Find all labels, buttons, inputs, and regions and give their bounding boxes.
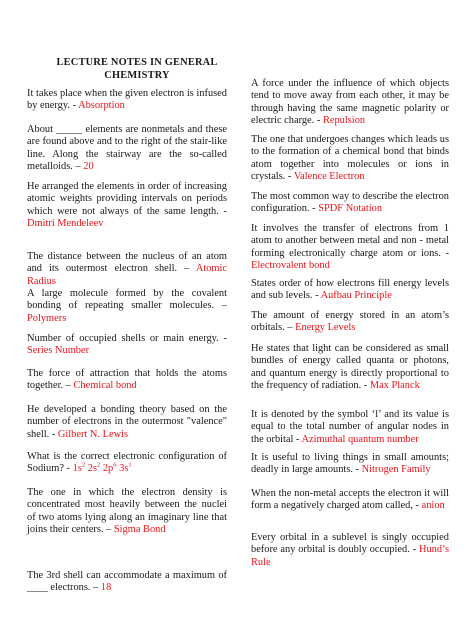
- note-entry: [251, 134, 449, 184]
- entry-question: When the non-metal accepts the electron it will form a negatively charged atom called, -: [251, 488, 449, 512]
- entry-question: The 3rd shell can accommodate a maximum of ____ electrons. –: [27, 570, 227, 594]
- entry-question: The force of attraction that holds the atoms together. –: [27, 368, 227, 392]
- entry-answer: Series Number: [27, 345, 90, 357]
- electron-configuration-answer: $1s^2$ $2s^2$ $2p^6$ $3s^1$: [72, 461, 132, 475]
- entry-question: The one in which the electron density is concentrated most heavily between the nuclei of two atoms lying along an imaginary line that joins their centers. –: [27, 487, 227, 536]
- entry-answer: Chemical bond: [73, 380, 137, 392]
- entry-answer: Valence Electron: [293, 171, 365, 183]
- entry-answer: Electrovalent bond: [251, 260, 330, 272]
- note-entry: [251, 78, 449, 128]
- entry-question: It is useful to living things in small amounts; deadly in large amounts. -: [251, 452, 449, 476]
- entry-question: He developed a bonding theory based on the number of electrons in the outermost "valence" shell. -: [27, 404, 227, 440]
- note-entry: [27, 368, 227, 393]
- entry-question: The distance between the nucleus of an atom and its outermost electron shell. –: [27, 251, 227, 275]
- entry-answer: Sigma Bond: [113, 524, 166, 536]
- entry-answer: 18: [100, 582, 112, 594]
- note-entry: [27, 181, 227, 231]
- entry-answer: Hund’s Rule: [251, 544, 449, 568]
- note-entry: [27, 124, 227, 174]
- note-entry: [251, 343, 449, 393]
- entry-question: It takes place when the given electron is infused by energy. -: [27, 88, 227, 112]
- entry-question: A large molecule formed by the covalent bonding of repeating smaller molecules. –: [27, 288, 227, 312]
- entry-answer: Energy Levels: [295, 322, 356, 334]
- note-entry: [27, 251, 227, 288]
- entry-question: It involves the transfer of electrons from 1 atom to another between metal and non - metal forming electronically charge atom or ions. -: [251, 223, 449, 259]
- note-entry: [251, 223, 449, 273]
- note-entry: [27, 570, 227, 595]
- note-entry: [27, 451, 227, 476]
- entry-question: It is denoted by the symbol ‘l’ and its value is equal to the total number of angular nodes in the orbital -: [251, 409, 449, 445]
- entry-answer: Dmitri Mendeleev: [27, 218, 104, 230]
- entry-question: The amount of energy stored in an atom’s orbitals. –: [251, 310, 449, 334]
- note-entry: [27, 88, 227, 113]
- note-entry: [251, 409, 449, 446]
- entry-answer: 20: [83, 161, 94, 173]
- note-entry: [251, 310, 449, 335]
- entry-question: He states that light can be considered as small bundles of energy called quanta or photons, and quantum energy is directly proportional to the frequency of radiation. -: [251, 343, 449, 392]
- entry-answer: Max Planck: [369, 380, 420, 392]
- note-entry: [27, 487, 227, 537]
- entry-answer: Aufbau Principle: [320, 290, 392, 302]
- entry-answer: SPDF Notation: [318, 203, 383, 215]
- note-entry: [27, 333, 227, 358]
- page-title: LECTURE NOTES IN GENERAL CHEMISTRY: [56, 57, 218, 81]
- entry-answer: Nitrogen Family: [361, 464, 431, 476]
- note-entry: [251, 191, 449, 216]
- entry-question: Number of occupied shells or main energy. -: [27, 333, 227, 344]
- entry-answer: anion: [421, 500, 445, 512]
- entry-answer: Polymers: [27, 312, 67, 324]
- note-entry: [27, 404, 227, 441]
- entry-question: The most common way to describe the electron configuration. -: [251, 191, 449, 215]
- entry-question: States order of how electrons fill energy levels and sub levels. -: [251, 278, 449, 302]
- note-entry: [251, 278, 449, 303]
- entry-question: What is the correct electronic configuration of Sodium? -: [27, 451, 227, 475]
- entry-question: The one that undergoes changes which leads us to the formation of a chemical bond that binds atom together into molecules or ions in crystals. -: [251, 134, 449, 183]
- note-entry: [27, 288, 227, 325]
- entry-answer: Azimuthal quantum number: [301, 433, 419, 445]
- entry-question: Every orbital in a sublevel is singly occupied before any orbital is doubly occupied. -: [251, 532, 449, 556]
- note-entry: [251, 488, 449, 513]
- note-entry: [251, 452, 449, 477]
- entry-question: He arranged the elements in order of increasing atomic weights providing intervals on periods which were not always of the same length. -: [27, 181, 227, 217]
- entry-answer: Absorption: [78, 100, 125, 112]
- entry-question: About _____ elements are nonmetals and these are found above and to the right of the stair-like line. Along the stairway are the so-called metalloids. –: [27, 124, 227, 173]
- entry-answer: Gilbert N. Lewis: [57, 428, 129, 440]
- entry-answer: Repulsion: [322, 115, 366, 127]
- entry-answer: Atomic Radius: [27, 263, 227, 287]
- entry-question: A force under the influence of which objects tend to move away from each other, it may be through having the same magnetic polarity or electric charge. -: [251, 78, 449, 127]
- note-entry: [251, 532, 449, 569]
